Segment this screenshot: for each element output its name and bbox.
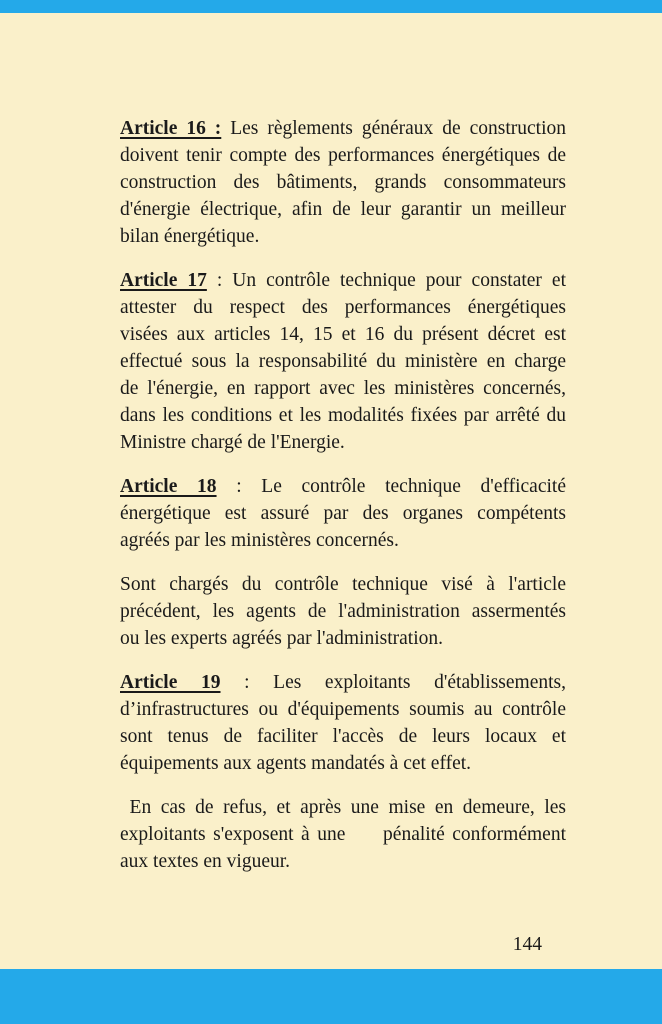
paragraph — [120, 669, 566, 777]
paragraph — [120, 267, 566, 456]
text-line: précédent, les agents de l'administration assermentés — [120, 601, 566, 622]
article-heading: Article 19 — [120, 672, 221, 693]
text-line: ou les experts agréés par l'administration. — [120, 628, 443, 649]
paragraph — [120, 794, 566, 875]
text-line: Article 16 : Les règlements généraux de construction — [120, 118, 567, 139]
text-line: construction des bâtiments, grands consommateurs — [120, 172, 566, 193]
text-line: sont tenus de faciliter l'accès de leurs locaux et — [120, 726, 566, 747]
text-block — [120, 115, 566, 875]
bottom-border-bar — [0, 969, 662, 1024]
text-line: Ministre chargé de l'Energie. — [120, 432, 345, 453]
text-line: En cas de refus, et après une mise en demeure, les — [120, 797, 566, 818]
page-number: 144 — [512, 934, 542, 955]
text-line: aux textes en vigueur. — [120, 851, 291, 872]
text-line: de l'énergie, en rapport avec les ministères concernés, — [120, 378, 566, 399]
text-line: agréés par les ministères concernés. — [120, 530, 399, 551]
article-heading: Article 17 — [120, 270, 207, 291]
article-heading: Article 16 : — [120, 118, 222, 139]
article-heading: Article 18 — [120, 476, 217, 497]
text-line: énergétique est assuré par des organes compétents — [120, 503, 566, 524]
text-line: équipements aux agents mandatés à cet effet. — [120, 753, 472, 774]
text-line: Article 19 : Les exploitants d'établissements, — [120, 672, 566, 693]
text-line: bilan énergétique. — [120, 226, 260, 247]
text-line: d'énergie électrique, afin de leur garantir un meilleur — [120, 199, 566, 220]
paragraph — [120, 473, 566, 554]
text-line: Article 18 : Le contrôle technique d'efficacité — [120, 476, 566, 497]
text-line: effectué sous la responsabilité du ministère en charge — [120, 351, 566, 372]
text-line: visées aux articles 14, 15 et 16 du présent décret est — [120, 324, 566, 345]
text-line: d’infrastructures ou d'équipements soumis au contrôle — [120, 699, 566, 720]
text-line: attester du respect des performances énergétiques — [120, 297, 566, 318]
top-border-bar — [0, 0, 662, 13]
text-line: dans les conditions et les modalités fixées par arrêté du — [120, 405, 566, 426]
text-line: Article 17 : Un contrôle technique pour constater et — [120, 270, 566, 291]
paragraph — [120, 571, 566, 652]
text-line: exploitants s'exposent à une pénalité conformément — [120, 824, 566, 845]
text-line: doivent tenir compte des performances énergétiques de — [120, 145, 566, 166]
paragraph — [120, 115, 566, 250]
text-line: Sont chargés du contrôle technique visé à l'article — [120, 574, 566, 595]
